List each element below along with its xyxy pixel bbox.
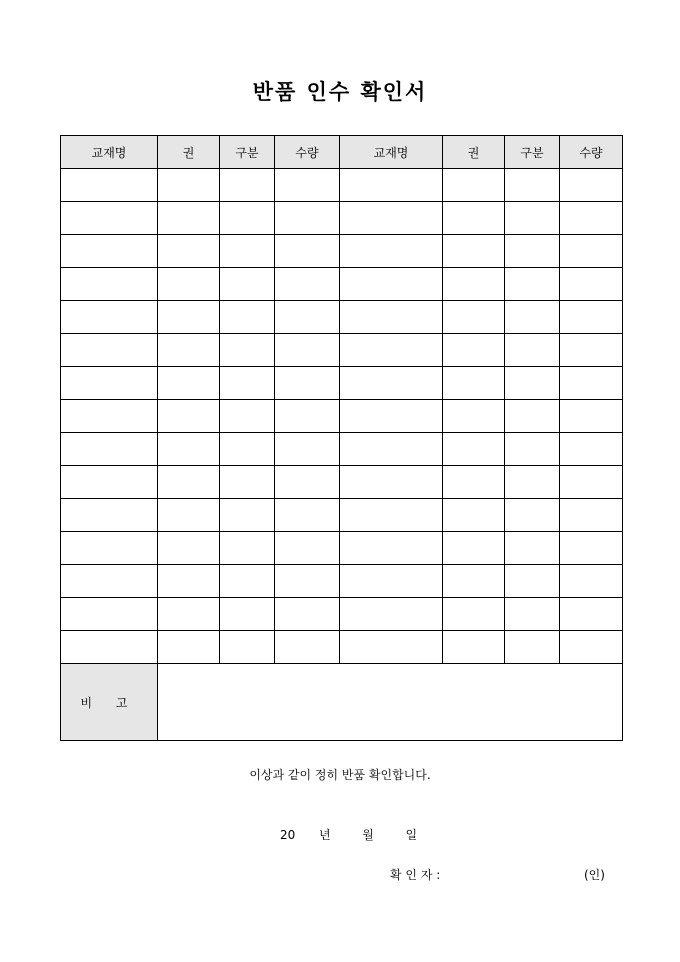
table-cell[interactable] — [443, 433, 505, 466]
table-cell[interactable] — [61, 631, 158, 664]
table-cell[interactable] — [443, 532, 505, 565]
table-cell[interactable] — [560, 400, 623, 433]
table-cell[interactable] — [560, 598, 623, 631]
date-year-prefix: 20 — [280, 828, 296, 842]
table-cell[interactable] — [340, 532, 443, 565]
table-cell[interactable] — [158, 499, 220, 532]
table-cell[interactable] — [340, 301, 443, 334]
table-cell[interactable] — [443, 565, 505, 598]
table-row — [61, 367, 623, 400]
table-cell[interactable] — [340, 169, 443, 202]
table-cell[interactable] — [61, 466, 158, 499]
table-cell[interactable] — [340, 202, 443, 235]
table-cell[interactable] — [340, 400, 443, 433]
table-cell[interactable] — [443, 169, 505, 202]
table-cell[interactable] — [505, 202, 560, 235]
table-cell[interactable] — [61, 433, 158, 466]
table-cell[interactable] — [505, 400, 560, 433]
table-cell[interactable] — [275, 202, 340, 235]
table-cell[interactable] — [560, 334, 623, 367]
table-cell[interactable] — [443, 400, 505, 433]
table-cell[interactable] — [220, 466, 275, 499]
header-category: 구분 — [220, 136, 275, 169]
table-row — [61, 268, 623, 301]
table-header-row — [61, 136, 623, 169]
table-cell[interactable] — [560, 169, 623, 202]
table-cell[interactable] — [61, 235, 158, 268]
header-textbook-name-2: 교재명 — [340, 136, 443, 169]
table-cell[interactable] — [61, 400, 158, 433]
table-cell[interactable] — [275, 466, 340, 499]
table-cell[interactable] — [340, 598, 443, 631]
table-cell[interactable] — [443, 367, 505, 400]
table-cell[interactable] — [61, 301, 158, 334]
table-cell[interactable] — [220, 367, 275, 400]
table-cell[interactable] — [560, 631, 623, 664]
table-cell[interactable] — [275, 400, 340, 433]
table-cell[interactable] — [505, 169, 560, 202]
table-cell[interactable] — [158, 598, 220, 631]
table-cell[interactable] — [443, 202, 505, 235]
table-cell[interactable] — [560, 301, 623, 334]
table-row — [61, 235, 623, 268]
table-cell[interactable] — [560, 565, 623, 598]
table-cell[interactable] — [220, 598, 275, 631]
table-cell[interactable] — [443, 466, 505, 499]
table-cell[interactable] — [158, 301, 220, 334]
table-row — [61, 499, 623, 532]
seal-label: (인) — [584, 868, 605, 882]
date-day-label: 일 — [405, 828, 418, 842]
table-cell[interactable] — [158, 334, 220, 367]
table-cell[interactable] — [275, 334, 340, 367]
table-cell[interactable] — [61, 268, 158, 301]
table-cell[interactable] — [220, 202, 275, 235]
table-cell[interactable] — [340, 367, 443, 400]
table-cell[interactable] — [275, 301, 340, 334]
table-cell[interactable] — [275, 532, 340, 565]
table-cell[interactable] — [560, 532, 623, 565]
table-cell[interactable] — [505, 334, 560, 367]
table-cell[interactable] — [340, 235, 443, 268]
table-cell[interactable] — [560, 235, 623, 268]
table-cell[interactable] — [443, 334, 505, 367]
table-row — [61, 532, 623, 565]
table-cell[interactable] — [443, 268, 505, 301]
table-row — [61, 433, 623, 466]
table-cell[interactable] — [158, 631, 220, 664]
table-cell[interactable] — [505, 367, 560, 400]
signer-label: 확 인 자 : — [390, 868, 441, 882]
header-quantity-2: 수량 — [560, 136, 623, 169]
table-cell[interactable] — [505, 499, 560, 532]
confirmation-text: 이상과 같이 정히 반품 확인합니다. — [249, 768, 431, 782]
table-cell[interactable] — [505, 235, 560, 268]
table-cell[interactable] — [158, 268, 220, 301]
table-cell[interactable] — [275, 433, 340, 466]
remark-row — [61, 664, 623, 741]
page-title: 반품 인수 확인서 — [252, 79, 428, 104]
table-cell[interactable] — [158, 367, 220, 400]
table-row — [61, 631, 623, 664]
table-cell[interactable] — [61, 334, 158, 367]
table-cell[interactable] — [340, 334, 443, 367]
table-cell[interactable] — [158, 565, 220, 598]
table-cell[interactable] — [505, 565, 560, 598]
table-row — [61, 169, 623, 202]
table-cell[interactable] — [505, 268, 560, 301]
table-cell[interactable] — [61, 202, 158, 235]
table-cell[interactable] — [505, 433, 560, 466]
table-cell[interactable] — [560, 268, 623, 301]
table-cell[interactable] — [505, 466, 560, 499]
table-cell[interactable] — [158, 466, 220, 499]
table-cell[interactable] — [220, 235, 275, 268]
header-textbook-name: 교재명 — [61, 136, 158, 169]
table-cell[interactable] — [61, 598, 158, 631]
table-row — [61, 598, 623, 631]
remark-field[interactable] — [158, 664, 623, 741]
table-cell[interactable] — [505, 532, 560, 565]
remark-label: 비 고 — [61, 664, 158, 741]
table-cell[interactable] — [505, 598, 560, 631]
table-cell[interactable] — [220, 499, 275, 532]
table-cell[interactable] — [220, 400, 275, 433]
header-volume: 권 — [158, 136, 220, 169]
table-cell[interactable] — [443, 631, 505, 664]
table-cell[interactable] — [340, 433, 443, 466]
table-row — [61, 466, 623, 499]
table-cell[interactable] — [220, 532, 275, 565]
table-cell[interactable] — [275, 631, 340, 664]
table-row — [61, 202, 623, 235]
table-cell[interactable] — [443, 301, 505, 334]
table-cell[interactable] — [61, 532, 158, 565]
table-cell[interactable] — [158, 400, 220, 433]
table-cell[interactable] — [220, 268, 275, 301]
table-cell[interactable] — [560, 367, 623, 400]
table-cell[interactable] — [158, 235, 220, 268]
table-cell[interactable] — [340, 499, 443, 532]
date-year-label: 년 — [318, 828, 331, 842]
table-cell[interactable] — [443, 235, 505, 268]
table-cell[interactable] — [340, 268, 443, 301]
table-cell[interactable] — [158, 433, 220, 466]
table-cell[interactable] — [61, 169, 158, 202]
table-cell[interactable] — [560, 202, 623, 235]
table-cell[interactable] — [220, 565, 275, 598]
table-cell[interactable] — [505, 631, 560, 664]
table-cell[interactable] — [340, 631, 443, 664]
table-cell[interactable] — [560, 433, 623, 466]
table-cell[interactable] — [158, 169, 220, 202]
table-cell[interactable] — [505, 301, 560, 334]
return-table — [60, 135, 623, 741]
table-cell[interactable] — [275, 235, 340, 268]
table-cell[interactable] — [61, 499, 158, 532]
table-cell[interactable] — [220, 334, 275, 367]
table-cell[interactable] — [560, 499, 623, 532]
header-category-2: 구분 — [505, 136, 560, 169]
table-row — [61, 301, 623, 334]
date-line — [280, 826, 417, 843]
table-cell[interactable] — [275, 598, 340, 631]
table-cell[interactable] — [275, 268, 340, 301]
table-cell[interactable] — [275, 565, 340, 598]
table-cell[interactable] — [275, 499, 340, 532]
table-row — [61, 400, 623, 433]
table-row — [61, 565, 623, 598]
table-cell[interactable] — [340, 565, 443, 598]
table-cell[interactable] — [220, 433, 275, 466]
date-month-label: 월 — [362, 828, 374, 842]
table-cell[interactable] — [220, 301, 275, 334]
table-cell[interactable] — [560, 466, 623, 499]
table-cell[interactable] — [61, 565, 158, 598]
table-cell[interactable] — [443, 499, 505, 532]
table-cell[interactable] — [443, 598, 505, 631]
table-cell[interactable] — [275, 169, 340, 202]
table-cell[interactable] — [340, 466, 443, 499]
table-cell[interactable] — [61, 367, 158, 400]
table-row — [61, 334, 623, 367]
table-cell[interactable] — [275, 367, 340, 400]
table-cell[interactable] — [158, 202, 220, 235]
table-cell[interactable] — [220, 631, 275, 664]
header-volume-2: 권 — [443, 136, 505, 169]
table-cell[interactable] — [158, 532, 220, 565]
header-quantity: 수량 — [275, 136, 340, 169]
table-cell[interactable] — [220, 169, 275, 202]
